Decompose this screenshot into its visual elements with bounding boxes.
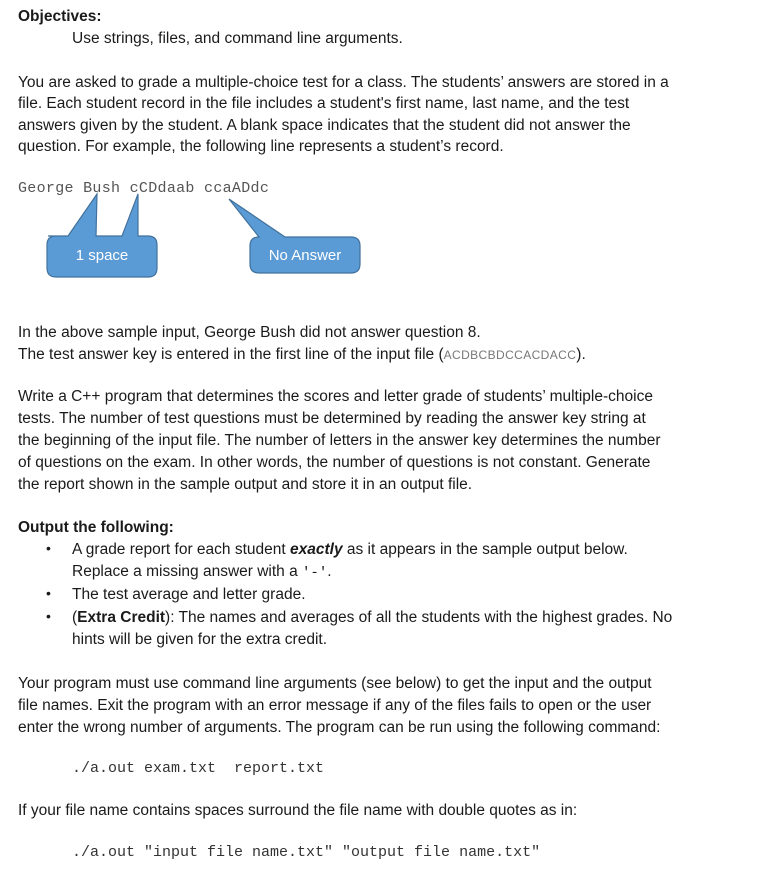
objectives-heading: Objectives: (18, 8, 102, 25)
example-record: George Bush cCDdaab ccaADdc (18, 180, 270, 197)
args-line: Your program must use command line arguments (see below) to get the input and the output (18, 675, 652, 692)
bullet-1-line-2 (72, 561, 332, 584)
extra-credit-label: Extra Credit (77, 609, 166, 626)
command-example-1: ./a.out exam.txt report.txt (72, 760, 325, 777)
bullet-dot: • (46, 585, 51, 601)
program-line: the beginning of the input file. The number of letters in the answer key determines the number (18, 432, 661, 449)
program-line: tests. The number of test questions must be determined by reading the answer key string at (18, 410, 646, 427)
bullet-dot: • (46, 608, 51, 624)
bullet-3-line-1 (72, 607, 672, 629)
command-example-2: ./a.out "input file name.txt" "output file name.txt" (72, 844, 541, 861)
missing-answer-code: '-' (302, 565, 328, 581)
bullet-dot: • (46, 540, 51, 556)
answer-key: ACDBCBDCCACDACC (443, 348, 577, 362)
bullet-1-line-2-text: Replace a missing answer with a (72, 563, 303, 580)
bullet-3-line-2: hints will be given for the extra credit. (72, 631, 328, 648)
objectives-text: Use strings, files, and command line arguments. (72, 30, 403, 47)
bullet-3-open: ( (72, 609, 78, 626)
args-line: enter the wrong number of arguments. The program can be run using the following command: (18, 719, 661, 736)
callout-no-answer-label: No Answer (268, 247, 342, 264)
bullet-1-emphasis: exactly (290, 541, 343, 558)
program-line: of questions on the exam. In other words, the number of questions is not constant. Generate (18, 454, 651, 471)
args-line: file names. Exit the program with an error message if any of the files fails to open or the user (18, 697, 652, 714)
spaces-note: If your file name contains spaces surround the file name with double quotes as in: (18, 802, 578, 819)
bullet-2: The test average and letter grade. (72, 586, 306, 603)
intro-line: file. Each student record in the file includes a student's first name, last name, and the test (18, 95, 630, 112)
output-heading: Output the following: (18, 519, 174, 536)
callout-space-shape (40, 192, 170, 284)
callout-no-answer-shape (225, 196, 367, 278)
callout-space-label: 1 space (75, 247, 129, 264)
sample-line-2-prefix: The test answer key is entered in the first line of the input file ( (18, 346, 444, 363)
sample-line-1: In the above sample input, George Bush did not answer question 8. (18, 324, 481, 341)
program-line: Write a C++ program that determines the scores and letter grade of students’ multiple-choice (18, 388, 653, 405)
bullet-1-text-b: as it appears in the sample output below. (342, 541, 628, 558)
intro-line: You are asked to grade a multiple-choice test for a class. The students’ answers are stored in a (18, 74, 669, 91)
sample-line-2-suffix: ). (576, 346, 586, 363)
bullet-1-end: . (327, 563, 332, 580)
bullet-3-rest: ): The names and averages of all the students with the highest grades. No (165, 609, 673, 626)
intro-line: question. For example, the following line represents a student’s record. (18, 138, 504, 155)
sample-line-2 (18, 344, 586, 366)
callout-space-path (47, 194, 157, 277)
program-line: the report shown in the sample output and store it in an output file. (18, 476, 473, 493)
intro-line: answers given by the student. A blank space indicates that the student did not answer the (18, 117, 631, 134)
bullet-1-text-a: A grade report for each student (72, 541, 290, 558)
bullet-1-line-1 (72, 539, 628, 561)
